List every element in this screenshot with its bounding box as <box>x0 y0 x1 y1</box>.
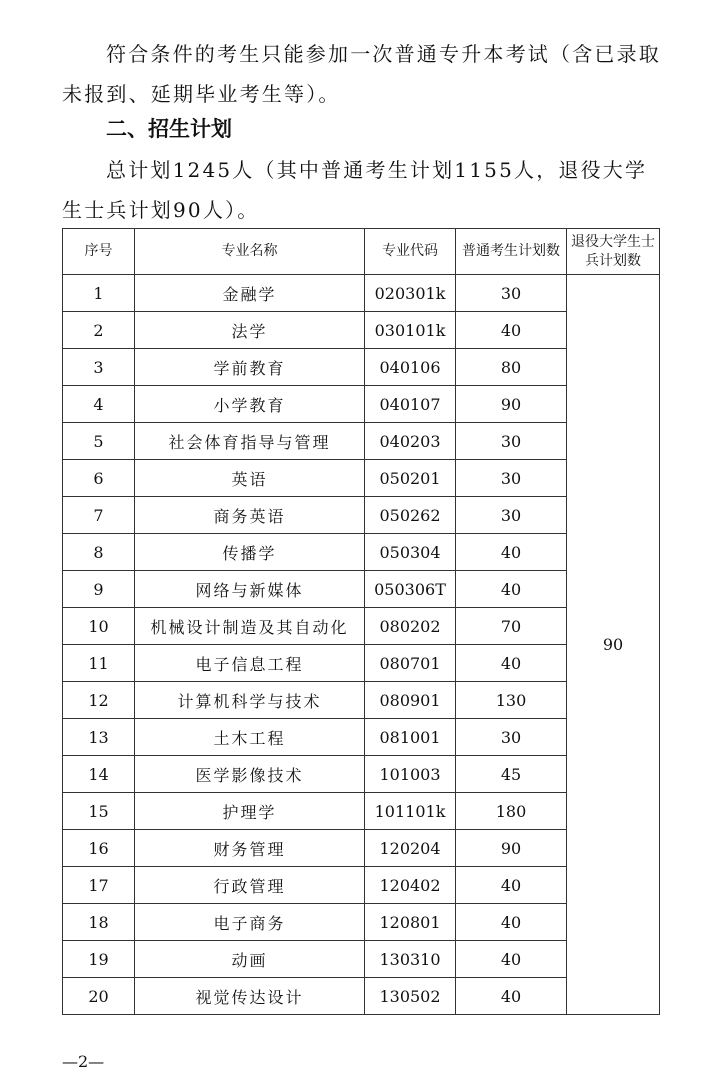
row-regular-plan: 40 <box>456 571 567 608</box>
row-index: 2 <box>63 312 135 349</box>
row-major-name: 小学教育 <box>135 386 365 423</box>
plan-summary: 总计划1245人（其中普通考生计划1155人，退役大学生士兵计划90人）。 <box>62 158 648 222</box>
row-index: 18 <box>63 904 135 941</box>
row-index: 16 <box>63 830 135 867</box>
row-major-code: 101101k <box>365 793 456 830</box>
row-index: 11 <box>63 645 135 682</box>
row-major-code: 120801 <box>365 904 456 941</box>
intro-paragraph: 符合条件的考生只能参加一次普通专升本考试（含已录取未报到、延期毕业考生等）。 <box>62 42 661 106</box>
row-index: 5 <box>63 423 135 460</box>
row-regular-plan: 80 <box>456 349 567 386</box>
row-regular-plan: 90 <box>456 386 567 423</box>
header-veteran-plan: 退役大学生士兵计划数 <box>567 229 660 275</box>
row-major-code: 040107 <box>365 386 456 423</box>
page-number: —2— <box>62 1052 105 1071</box>
row-index: 4 <box>63 386 135 423</box>
row-regular-plan: 30 <box>456 275 567 312</box>
header-major-name: 专业名称 <box>135 229 365 275</box>
row-major-code: 101003 <box>365 756 456 793</box>
row-index: 7 <box>63 497 135 534</box>
row-major-name: 网络与新媒体 <box>135 571 365 608</box>
row-major-name: 英语 <box>135 460 365 497</box>
row-major-name: 电子信息工程 <box>135 645 365 682</box>
row-major-code: 040106 <box>365 349 456 386</box>
row-major-name: 医学影像技术 <box>135 756 365 793</box>
row-major-name: 商务英语 <box>135 497 365 534</box>
row-regular-plan: 90 <box>456 830 567 867</box>
table-row <box>63 275 660 312</box>
row-major-name: 法学 <box>135 312 365 349</box>
row-major-name: 动画 <box>135 941 365 978</box>
row-major-code: 130310 <box>365 941 456 978</box>
row-regular-plan: 40 <box>456 978 567 1015</box>
row-index: 13 <box>63 719 135 756</box>
row-major-name: 电子商务 <box>135 904 365 941</box>
section-heading: 二、招生计划 <box>106 117 232 141</box>
veteran-plan-total: 90 <box>567 275 660 1015</box>
row-regular-plan: 40 <box>456 645 567 682</box>
row-index: 15 <box>63 793 135 830</box>
table-body <box>63 275 660 1015</box>
row-major-code: 080202 <box>365 608 456 645</box>
row-regular-plan: 180 <box>456 793 567 830</box>
row-regular-plan: 130 <box>456 682 567 719</box>
row-index: 8 <box>63 534 135 571</box>
row-major-code: 030101k <box>365 312 456 349</box>
row-index: 14 <box>63 756 135 793</box>
row-index: 17 <box>63 867 135 904</box>
row-regular-plan: 30 <box>456 719 567 756</box>
row-index: 9 <box>63 571 135 608</box>
row-major-name: 计算机科学与技术 <box>135 682 365 719</box>
row-major-name: 金融学 <box>135 275 365 312</box>
row-major-name: 行政管理 <box>135 867 365 904</box>
row-index: 6 <box>63 460 135 497</box>
row-major-code: 120402 <box>365 867 456 904</box>
row-index: 19 <box>63 941 135 978</box>
row-major-code: 080901 <box>365 682 456 719</box>
row-major-code: 081001 <box>365 719 456 756</box>
row-regular-plan: 40 <box>456 312 567 349</box>
row-major-name: 财务管理 <box>135 830 365 867</box>
row-index: 20 <box>63 978 135 1015</box>
row-regular-plan: 40 <box>456 867 567 904</box>
row-major-code: 050304 <box>365 534 456 571</box>
row-major-code: 040203 <box>365 423 456 460</box>
row-major-name: 机械设计制造及其自动化 <box>135 608 365 645</box>
row-index: 10 <box>63 608 135 645</box>
row-major-code: 080701 <box>365 645 456 682</box>
row-regular-plan: 40 <box>456 904 567 941</box>
row-major-code: 120204 <box>365 830 456 867</box>
row-major-code: 050201 <box>365 460 456 497</box>
row-major-name: 土木工程 <box>135 719 365 756</box>
row-major-code: 020301k <box>365 275 456 312</box>
row-major-code: 050262 <box>365 497 456 534</box>
header-regular-plan: 普通考生计划数 <box>456 229 567 275</box>
row-index: 1 <box>63 275 135 312</box>
row-major-name: 社会体育指导与管理 <box>135 423 365 460</box>
row-major-name: 传播学 <box>135 534 365 571</box>
row-regular-plan: 30 <box>456 423 567 460</box>
header-index: 序号 <box>63 229 135 275</box>
row-regular-plan: 45 <box>456 756 567 793</box>
row-major-name: 视觉传达设计 <box>135 978 365 1015</box>
row-major-code: 050306T <box>365 571 456 608</box>
row-major-code: 130502 <box>365 978 456 1015</box>
row-regular-plan: 70 <box>456 608 567 645</box>
header-major-code: 专业代码 <box>365 229 456 275</box>
row-regular-plan: 30 <box>456 460 567 497</box>
row-major-name: 学前教育 <box>135 349 365 386</box>
row-index: 12 <box>63 682 135 719</box>
row-index: 3 <box>63 349 135 386</box>
row-major-name: 护理学 <box>135 793 365 830</box>
table-header-row <box>63 229 660 275</box>
enrollment-plan-table <box>62 228 660 1015</box>
row-regular-plan: 40 <box>456 941 567 978</box>
row-regular-plan: 30 <box>456 497 567 534</box>
row-regular-plan: 40 <box>456 534 567 571</box>
